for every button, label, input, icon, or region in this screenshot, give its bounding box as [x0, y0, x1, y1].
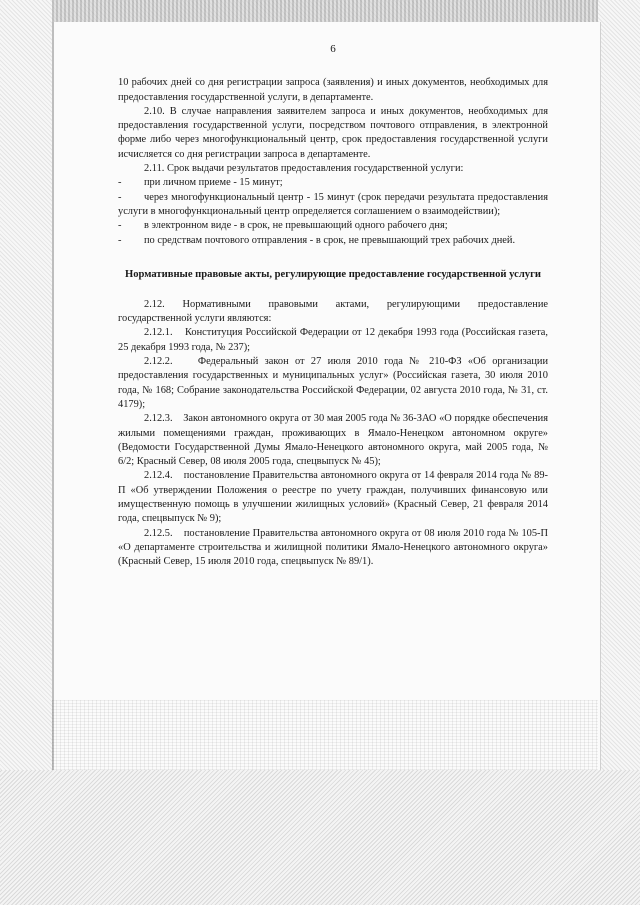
scan-bottom-edge [0, 770, 640, 905]
scan-top-edge [52, 0, 598, 22]
page-number: 6 [330, 43, 336, 55]
act-item: 2.12.1. Конституция Российской Федерации от 12 декабря 1993 года (Российская газета, 25 декабря 1993 года, № 237); [118, 327, 549, 353]
act-item: 2.12.4. постановление Правительства автономного округа от 14 февраля 2014 года № 89-П «Об утверждении Положения о реестре по учету граждан, получивших финансовую или имущественную помощь в улучшении жилищных условий» (Красный Север, 21 февраля 2014 года, спецвыпуск № 9); [118, 470, 549, 525]
section-heading: Нормативные правовые акты, регулирующие предоставление государственной услуги [124, 268, 542, 280]
document-body [118, 42, 548, 570]
list-item: - при личном приеме - 15 минут; [118, 177, 283, 189]
paragraph: 10 рабочих дней со дня регистрации запроса (заявления) и иных документов, необходимых для предоставления государственной услуги, в департаменте. [118, 77, 548, 103]
paragraph-2-10: 2.10. В случае направления заявителем запроса и иных документов, необходимых для предоставления государственной услуги, посредством почтового отправления, в электронной форме либо через многофункциональный центр, срок предоставления государственной услуги исчисляется со дня регистрации запроса в департаменте. [118, 105, 548, 160]
list-item: - в электронном виде - в срок, не превышающий одного рабочего дня; [118, 220, 448, 232]
scan-noise [52, 700, 598, 770]
act-item: 2.12.3. Закон автономного округа от 30 мая 2005 года № 36-ЗАО «О порядке обеспечения жилыми помещениями граждан, проживающих в Ямало-Ненецком автономном округе» (Ведомости Государственной Думы Ямало-Ненецкого автономного округа, май 2005 года, № 6/2; Красный Север, 08 июля 2005 года, спецвыпуск № 45); [118, 413, 548, 468]
act-item: 2.12.5. постановление Правительства автономного округа от 08 июля 2010 года № 105-П «О департаменте строительства и жилищной политики Ямало-Ненецкого автономного округа» (Красный Север, 15 июля 2010 года, спецвыпуск № 89/1). [118, 527, 549, 568]
list-item: - через многофункциональный центр - 15 минут (срок передачи результата предоставления услуги в многофункциональный центр определяется соглашением о взаимодействии); [118, 191, 548, 217]
paragraph-2-11: 2.11. Срок выдачи результатов предоставления государственной услуги: [144, 163, 464, 175]
act-item: 2.12.2. Федеральный закон от 27 июля 2010 года № 210-ФЗ «Об организации предоставления государственных и муниципальных услуг» (Российская газета, 30 июля 2010 года, № 168; Собрание законодательства Российской Федерации, 02 августа 2010 года, № 31, ст. 4179); [118, 356, 549, 410]
paragraph-2-12: 2.12. Нормативными правовыми актами, регулирующими предоставление государственной услуги являются: [118, 298, 548, 325]
list-item: - по средствам почтового отправления - в срок, не превышающий трех рабочих дней. [118, 234, 516, 246]
